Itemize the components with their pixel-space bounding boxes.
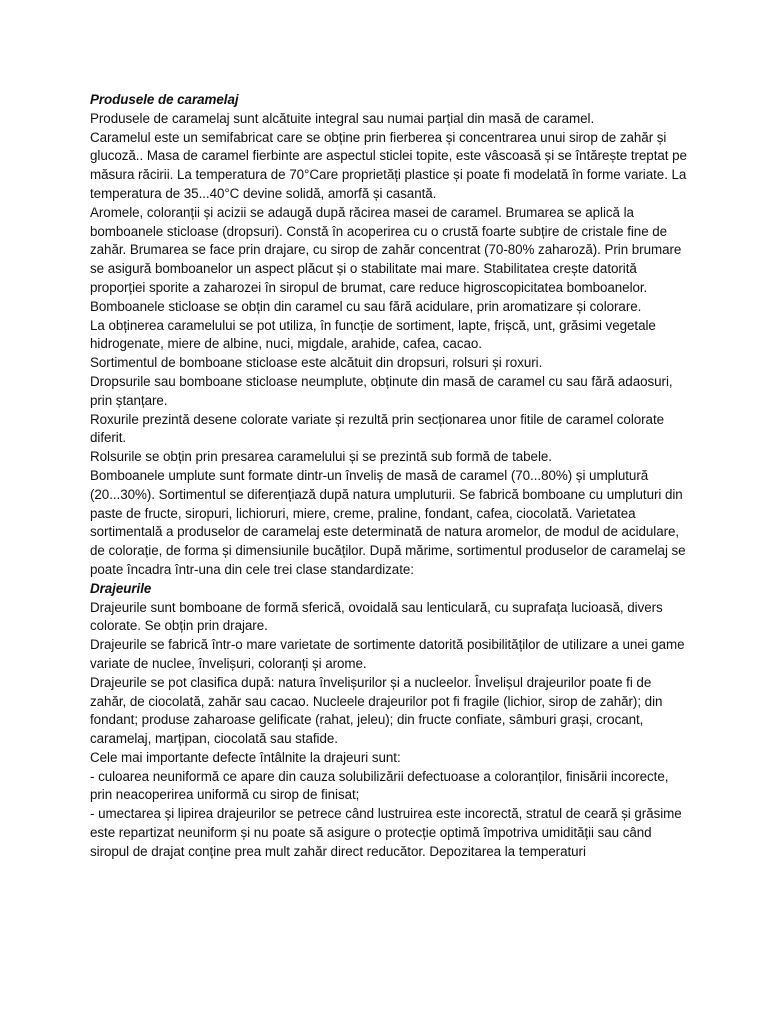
paragraph-glassy-candies: Bomboanele sticloase se obțin din caramel cu sau fără acidulare, prin aromatizare și colorare. <box>90 298 642 314</box>
paragraph-assortment: Sortimentul de bomboane sticloase este alcătuit din dropsuri, rolsuri și roxuri. <box>90 355 543 371</box>
section-subtitle-drajeuri: Drajeurile <box>90 580 152 596</box>
paragraph-drajeuri-classification: Drajeurile se pot clasifica după: natura învelișurilor și a nucleelor. Învelișul drajeurilor poate fi de zahăr, de ciocolată, zahăr sau cacao. Nucleele drajeurilor pot fi fragile (lichior, sirop de zahăr); din fondant; produse zaharoase gelificate (rahat, jeleu); din fructe confiate, sâmburi grași, crocant, caramelaj, marțipan, ciocolată sau stafide. <box>90 674 663 747</box>
paragraph-drajeuri-variety: Drajeurile se fabrică într-o mare varietate de sortimente datorită posibilităților de utilizare a unei game variate de nuclee, învelișuri, coloranți și arome. <box>90 637 685 671</box>
paragraph-defects-intro: Cele mai importante defecte întâlnite la drajeuri sunt: <box>90 749 401 765</box>
paragraph-caramel-definition: Caramelul este un semifabricat care se obține prin fierberea și concentrarea unui sirop de zahăr și glucoză.. Masa de caramel fierbinte are aspectul sticlei topite, este vâscoasă și se întărește treptat pe măsura răcirii. La temperatura de 70°Care proprietăți plastice și poate fi modelată în forme variate. La temperatura de 35...40°C devine solidă, amorfă și casantă. <box>90 129 687 201</box>
list-item-defect-moisture: - umectarea și lipirea drajeurilor se petrece când lustruirea este incorectă, stratul de ceară și grăsime este repartizat neuniform și nu poate să asigure o protecție optimă împotriva umidității sau când siropul de drajat conține prea mult zahăr direct reducător. Depozitarea la temperaturi <box>90 806 682 859</box>
document-page <box>90 91 688 862</box>
paragraph-filled-candies: Bomboanele umplute sunt formate dintr-un înveliș de masă de caramel (70...80%) și umplutură (20...30%). Sortimentul se diferențiază după natura umpluturii. Se fabrică bomboane cu umpluturi din paste de fructe, siropuri, lichioruri, miere, creme, praline, fondant, cafea, ciocolată. Varietatea sortimentală a produselor de caramelaj este determinată de natura aromelor, de modul de acidulare, de colorație, de forma și dimensiunile bucăților. După mărime, sortimentul produselor de caramelaj se poate încadra într-una din cele trei clase standardizate: <box>90 467 686 577</box>
paragraph-drajeuri-definition: Drajeurile sunt bomboane de formă sferică, ovoidală sau lenticulară, cu suprafața lucioasă, divers colorate. Se obțin prin drajare. <box>90 599 663 634</box>
paragraph-rolsuri: Rolsurile se obțin prin presarea caramelului și se prezintă sub formă de tabele. <box>90 449 552 465</box>
document-title: Produsele de caramelaj <box>90 92 239 107</box>
list-item-defect-color: - culoarea neuniformă ce apare din cauza solubilizării defectuoase a coloranților, finisării incorecte, prin neacoperirea uniformă cu sirop de finisat; <box>90 768 669 803</box>
paragraph-dropsuri: Dropsurile sau bomboane sticloase neumplute, obținute din masă de caramel cu sau fără adaosuri, prin ștanțare. <box>90 373 673 408</box>
paragraph-ingredients: La obținerea caramelului se pot utiliza, în funcție de sortiment, lapte, frișcă, unt, grăsimi vegetale hidrogenate, miere de albine, nuci, migdale, arahide, cafea, cacao. <box>90 317 656 352</box>
paragraph-intro: Produsele de caramelaj sunt alcătuite integral sau numai parțial din masă de caramel. <box>90 110 595 126</box>
paragraph-roxuri: Roxurile prezintă desene colorate variate și rezultă prin secționarea unor fitile de caramel colorate diferit. <box>90 411 665 446</box>
paragraph-aromas-brumare: Aromele, coloranții și acizii se adaugă după răcirea masei de caramel. Brumarea se aplică la bomboanele sticloase (dropsuri). Constă în acoperirea cu o crustă foarte subțire de cristale fine de zahăr. Brumarea se face prin drajare, cu sirop de zahăr concentrat (70-80% zaharoză). Prin brumare se asigură bomboanelor un aspect plăcut și o stabilitate mai mare. Stabilitatea crește datorită proporției sporite a zaharozei în siropul de brumat, care reduce higroscopicitatea bomboanelor. <box>90 204 682 295</box>
